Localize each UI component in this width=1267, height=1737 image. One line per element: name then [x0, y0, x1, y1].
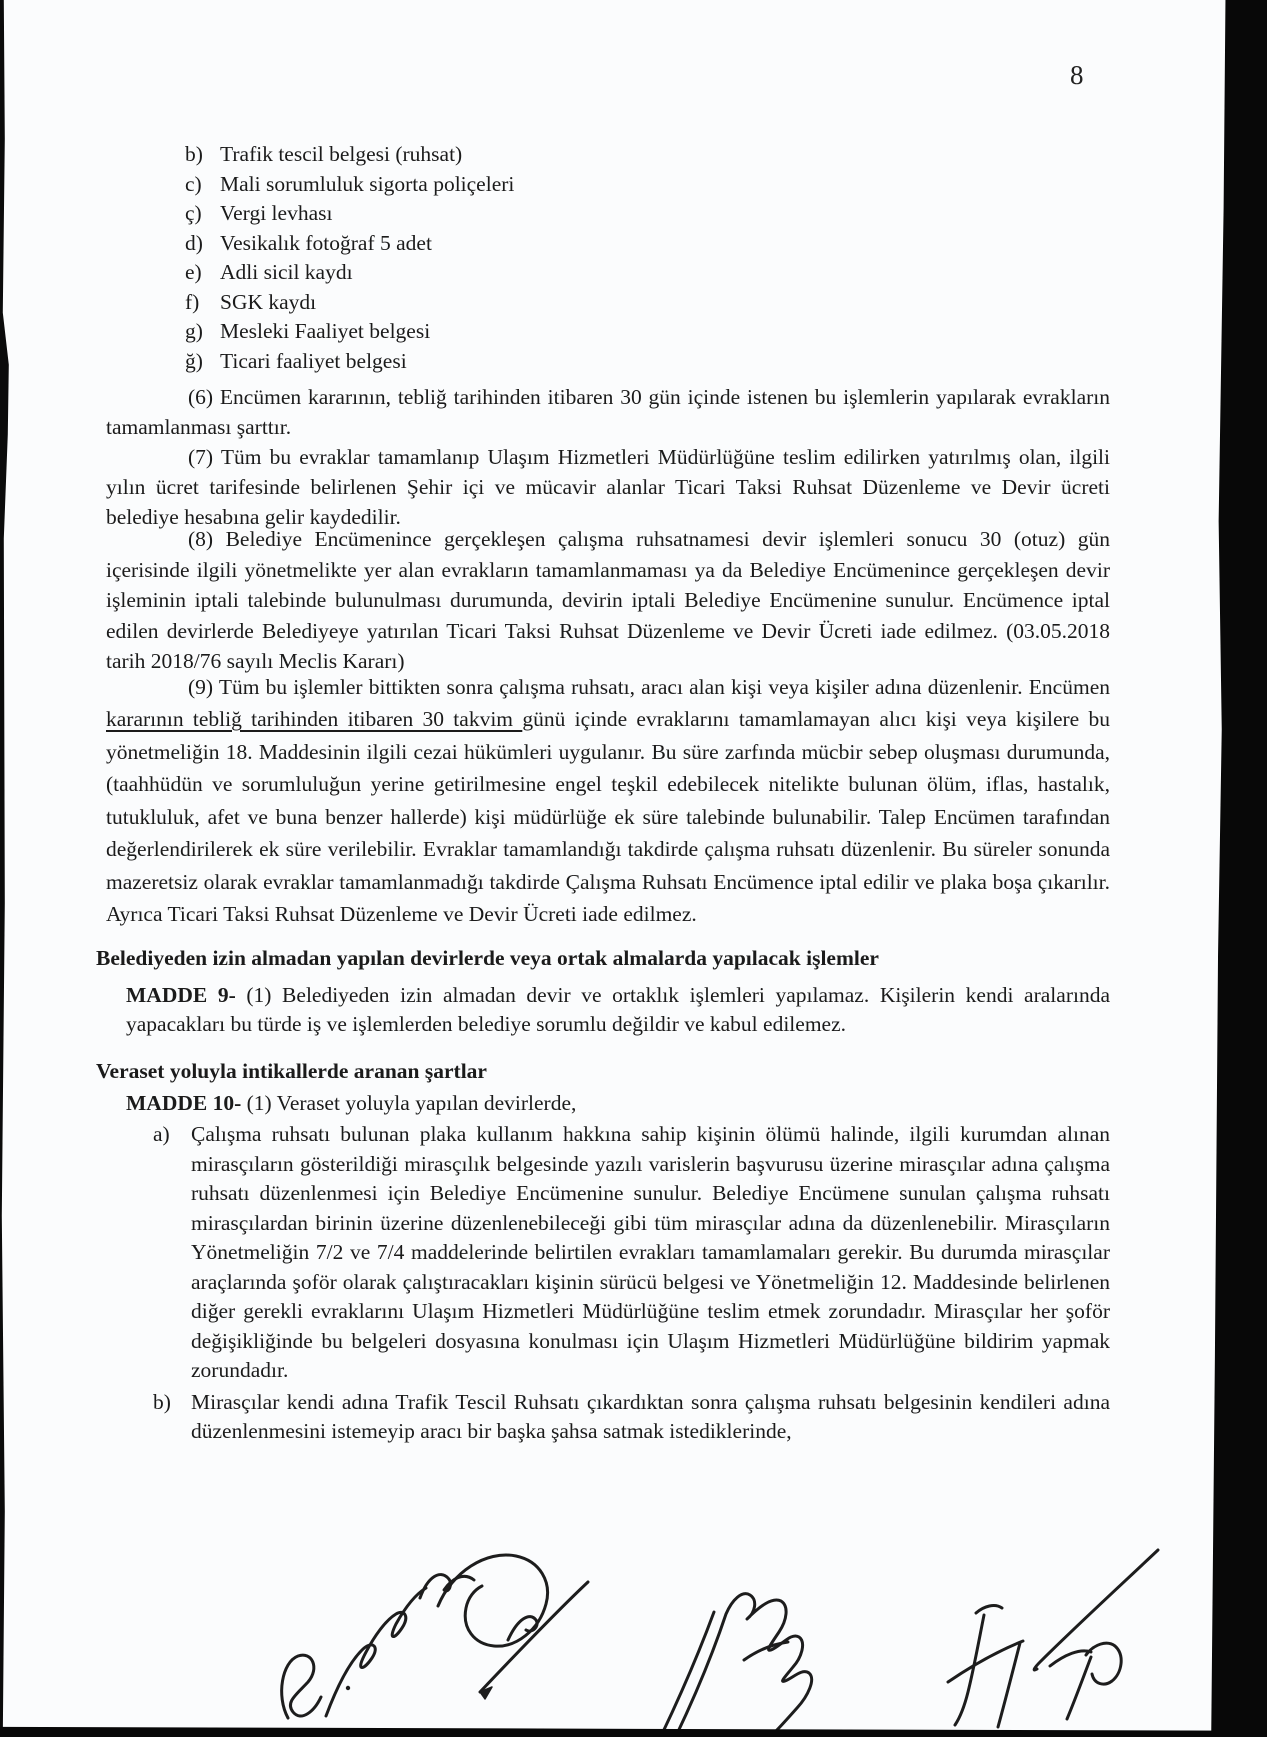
list-marker: b) [185, 142, 203, 166]
clause-9 [106, 671, 1110, 931]
signature-2 [662, 1594, 812, 1736]
signature-3 [948, 1550, 1158, 1727]
list-text: Mali sorumluluk sigorta poliçeleri [220, 171, 515, 196]
signature-1 [282, 1555, 588, 1718]
article-9-label: MADDE 9- [126, 982, 236, 1007]
article-9 [126, 981, 1110, 1040]
article-10-text: (1) Veraset yoluyla yapılan devirlerde, [241, 1090, 577, 1115]
list-text: Trafik tescil belgesi (ruhsat) [220, 142, 463, 166]
list-marker: c) [185, 171, 202, 196]
scan-edge-bottom-bar [0, 1724, 1267, 1737]
section-heading-transfers: Belediyeden izin almadan yapılan devirlerde veya ortak almalarda yapılacak işlemler [96, 945, 879, 970]
list-marker: g) [185, 319, 203, 343]
list-item [106, 199, 1110, 229]
article-10-label: MADDE 10- [126, 1090, 242, 1115]
list-marker: e) [185, 260, 202, 284]
list-text: Adli sicil kaydı [220, 260, 353, 284]
scan-edge-right-bar [1205, 0, 1267, 1737]
list-marker: ğ) [185, 348, 203, 373]
article-10 [126, 1089, 1110, 1119]
list-text: Vesikalık fotoğraf 5 adet [220, 230, 432, 255]
clause-9-tail: günü içinde evraklarını tamamlamayan alıcı kişi veya kişilere bu yönetmeliğin 18. Maddesinin ilgili cezai hükümleri uygulanır. Bu süre zarfında mücbir sebep oluşması durumunda, (taahhüdün ve sorumluluğun yerine getirilmesine engel teşkil edebilecek nitelikte bulunan ölüm, iflas, hastalık, tutukluluk, afet ve buna benzer hallerde) kişi müdürlüğe ek süre talebinde bulunabilir. Talep Encümen tarafından değerlendirilerek ek süre verilebilir. Evraklar tamamlandığı takdirde çalışma ruhsatı düzenlenir. Bu süreler sonunda mazeretsiz olarak evraklar tamamlanmadığı takdirde Çalışma Ruhsatı Encümence iptal edilir ve plaka boşa çıkarılır. Ayrıca Ticari Taksi Ruhsat Düzenleme ve Devir Ücreti iade edilmez. [106, 707, 1110, 926]
list-marker: d) [185, 230, 203, 255]
list-item [106, 229, 1110, 259]
list-item [106, 288, 1110, 318]
clause-9-lead: (9) Tüm bu işlemler bittikten sonra çalışma ruhsatı, aracı alan kişi veya kişiler adına düzenlenir. Encümen [188, 674, 1110, 699]
list-text: Mesleki Faaliyet belgesi [220, 319, 431, 343]
list-item [106, 170, 1110, 200]
list-marker: ç) [185, 201, 202, 225]
list-item [106, 1120, 1110, 1386]
article-9-text: (1) Belediyeden izin almadan devir ve ortaklık işlemleri yapılamaz. Kişilerin kendi aralarında yapacakları bu türde iş ve işlemlerden belediye sorumlu değildir ve kabul edilemez. [126, 982, 1110, 1036]
list-text: Çalışma ruhsatı bulunan plaka kullanım hakkına sahip kişinin ölümü halinde, ilgili kurumdan alınan mirasçıların gösterildiği mirasçılık belgesinde yazılı varislerin başvurusu üzerine mirasçılar adına çalışma ruhsatı düzenlenmesi için Belediye Encümenine sunulur. Belediye Encümene sunulan çalışma ruhsatı mirasçılardan birinin üzerine düzenlenebileceği gibi tüm mirasçılar adına da düzenlenebilir. Mirasçıların Yönetmeliğin 7/2 ve 7/4 maddelerinde belirtilen evrakları tamamlamaları gerekir. Bu durumda mirasçılar araçlarında şoför olarak çalıştıracakları kişinin sürücü belgesi ve Yönetmeliğin 12. Maddesinde belirlenen diğer gerekli evraklarını Ulaşım Hizmetleri Müdürlüğüne teslim etmek zorundadır. Mirasçılar her şoför değişikliğinde bu belgeleri dosyasına konulması için Ulaşım Hizmetleri Müdürlüğüne bildirim yapmak zorundadır. [191, 1122, 1110, 1382]
list-text: Ticari faaliyet belgesi [220, 348, 407, 373]
document-body [96, 140, 1110, 1447]
clause-7: (7) Tüm bu evraklar tamamlanıp Ulaşım Hizmetleri Müdürlüğüne teslim edilirken yatırılmış olan, ilgili yılın ücret tarifesinde belirlenen Şehir içi ve mücavir alanlar Ticari Taksi Ruhsat Düzenleme ve Devir ücreti belediye hesabına gelir kaydedilir. [106, 445, 1110, 529]
clause-8: (8) Belediye Encümenince gerçekleşen çalışma ruhsatnamesi devir işlemleri sonucu 30 (otuz) gün içerisinde ilgili yönetmelikte yer alan evrakların tamamlanmaması ya da Belediye Encümenince gerçekleşen devir işleminin iptali talebinde bulunulması durumunda, devirin iptali Belediye Encümenine sunulur. Encümence iptal edilen devirlerde Belediyeye yatırılan Ticari Taksi Ruhsat Düzenleme ve Devir Ücreti iade edilmez. (03.05.2018 tarih 2018/76 sayılı Meclis Kararı) [106, 527, 1110, 673]
list-text: Vergi levhası [220, 201, 333, 225]
list-marker: b) [153, 1389, 171, 1414]
list-marker: a) [153, 1122, 170, 1146]
list-item [106, 140, 1110, 170]
scan-edge-left-bar [0, 0, 10, 1737]
list-text: Mirasçılar kendi adına Trafik Tescil Ruhsatı çıkardıktan sonra çalışma ruhsatı belgesinin kendileri adına düzenlenmesini istemeyip aracı bir başka şahsa satmak istediklerinde, [191, 1389, 1110, 1443]
clause-6: (6) Encümen kararının, tebliğ tarihinden itibaren 30 gün içinde istenen bu işlemlerin yapılarak evrakların tamamlanması şarttır. [106, 385, 1110, 439]
clause-9-underlined-phrase: kararının tebliğ tarihinden itibaren 30 takvim [106, 707, 523, 731]
list-item [106, 317, 1110, 347]
list-text: SGK kaydı [220, 289, 317, 314]
list-item [106, 347, 1110, 377]
list-marker: f) [185, 289, 200, 314]
list-item [106, 1388, 1110, 1447]
section-heading-inheritance: Veraset yoluyla intikallerde aranan şartlar [96, 1058, 487, 1083]
list-item [106, 258, 1110, 288]
page-number: 8 [1070, 60, 1085, 90]
